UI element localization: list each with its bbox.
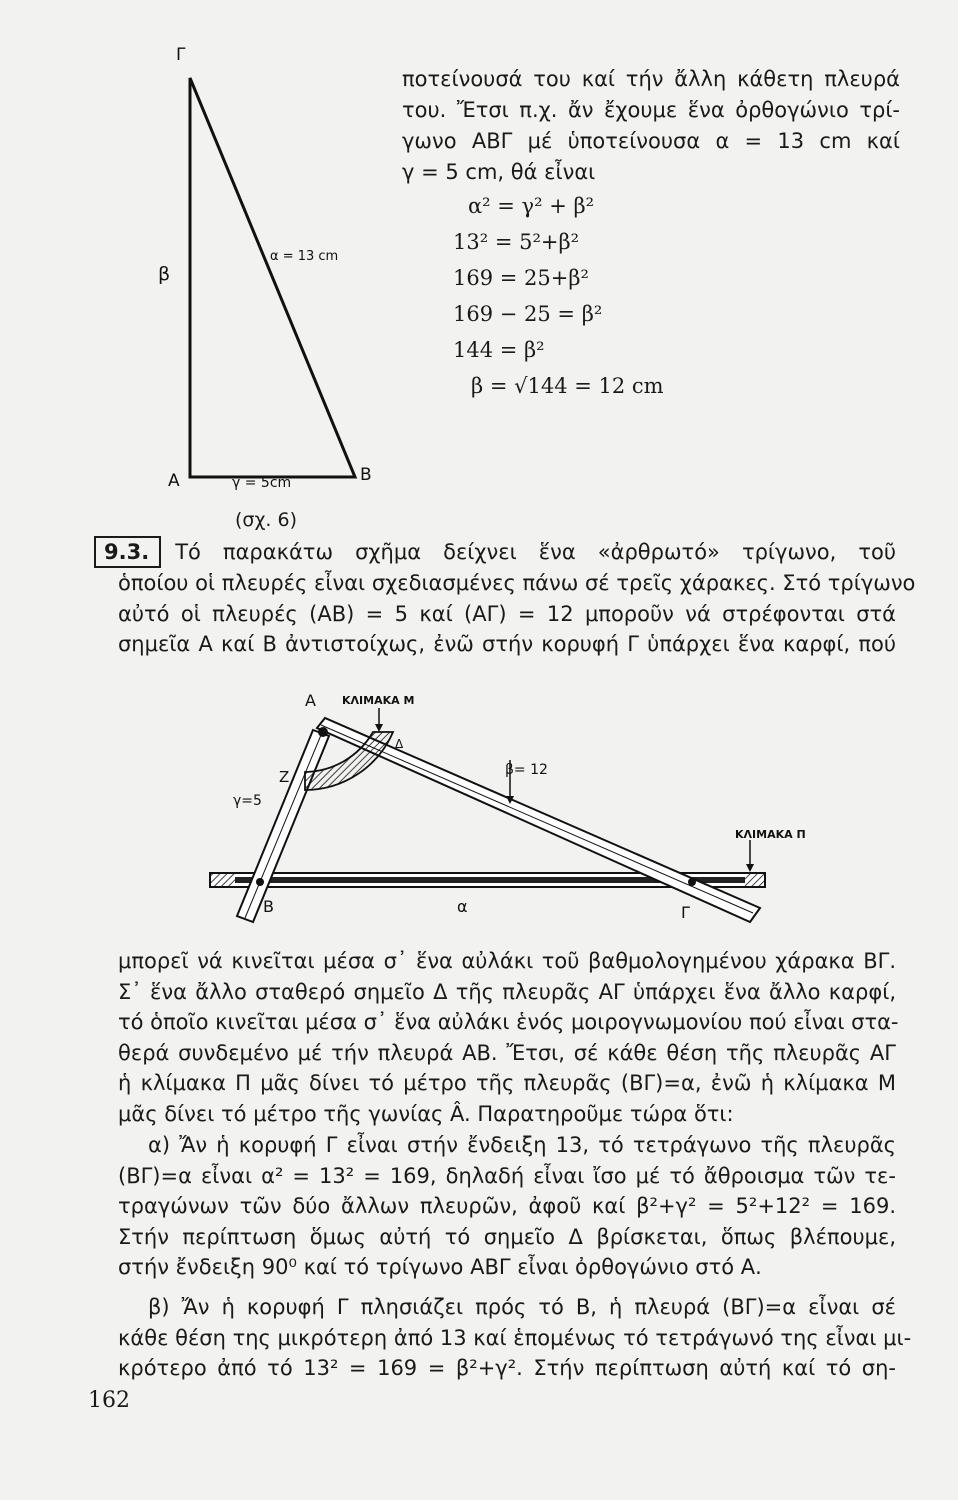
- intro-line: του. Ἔτσι π.χ. ἄν ἔχουμε ἕνα ὀρθογώνιο τρί-: [402, 98, 900, 122]
- figure-caption: (σχ. 6): [235, 509, 298, 531]
- body-line: τραγώνων τῶν δύο ἄλλων πλευρῶν, ἀφοῦ καί β²+γ² = 5²+12² = 169.: [118, 1194, 896, 1218]
- section-line: αὐτό οἱ πλευρές (ΑΒ) = 5 καί (ΑΓ) = 12 μποροῦν νά στρέφονται στά: [118, 601, 896, 626]
- equation: β = √144 = 12 cm: [471, 374, 664, 398]
- body-line: θερά συνδεμένο μέ τήν πλευρά ΑΒ. Ἔτσι, σέ κάθε θέση τῆς πλευρᾶς ΑΓ: [118, 1040, 896, 1065]
- side-beta-label: β: [158, 263, 171, 285]
- body-line: α) Ἄν ἡ κορυφή Γ εἶναι στήν ἔνδειξη 13, τό τετράγωνο τῆς πλευρᾶς: [148, 1133, 896, 1157]
- explanation-paragraph: [118, 946, 899, 1129]
- body-line: στήν ἔνδειξη 90⁰ καί τό τρίγωνο ΑΒΓ εἶναι ὀρθογώνιο στό Α.: [118, 1255, 762, 1279]
- label-beta: β= 12: [505, 762, 548, 778]
- triangle-shape: [190, 78, 355, 477]
- intro-line: γωνο ΑΒΓ μέ ὑποτείνουσα α = 13 cm καί: [402, 129, 900, 153]
- label-a-vertex: Α: [305, 691, 316, 710]
- body-line: β) Ἄν ἡ κορυφή Γ πλησιάζει πρός τό Β, ἡ πλευρά (ΒΓ)=α εἶναι σέ: [148, 1295, 896, 1319]
- vertex-gamma-label: Γ: [176, 45, 186, 65]
- label-gamma: γ=5: [233, 793, 262, 809]
- equation: 169 = 25+β²: [453, 266, 589, 290]
- vertex-b-label: Β: [360, 465, 372, 485]
- equation-block: [453, 194, 753, 414]
- equation: 169 − 25 = β²: [453, 302, 603, 326]
- equation: 13² = 5²+β²: [453, 230, 580, 254]
- body-line: τό ὁποῖο κινεῖται μέσα σ᾽ ἕνα αὐλάκι ἑνός μοιρογνωμονίου πού εἶναι στα-: [118, 1010, 899, 1034]
- body-line: Στήν περίπτωση ὅμως αὐτή τό σημεῖο Δ βρίσκεται, ὅπως βλέπουμε,: [118, 1224, 896, 1249]
- body-line: κρότερο ἀπό τό 13² = 169 = β²+γ². Στήν περίπτωση αὐτή καί τό ση-: [118, 1356, 896, 1380]
- body-line: μᾶς δίνει τό μέτρο τῆς γωνίας Â. Παρατηροῦμε τώρα ὅτι:: [118, 1101, 734, 1126]
- item-b-paragraph: [118, 1292, 912, 1384]
- section-number: 9.3.: [94, 536, 161, 568]
- articulated-triangle-figure: [205, 690, 806, 930]
- body-line: κάθε θέση της μικρότερη ἀπό 13 καί ἑπομένως τό τετράγωνό της εἶναι μι-: [118, 1325, 912, 1350]
- equation: 144 = β²: [453, 338, 545, 362]
- intro-line: γ = 5 cm, θά εἶναι: [402, 160, 596, 184]
- section-line: ὁποίου οἱ πλευρές εἶναι σχεδιασμένες πάνω σέ τρεῖς χάρακες. Στό τρίγωνο: [118, 571, 916, 595]
- label-side-a: α: [457, 897, 468, 916]
- body-line: Σ᾽ ἕνα ἄλλο σταθερό σημεῖο Δ τῆς πλευρᾶς ΑΓ ὑπάρχει ἕνα ἄλλο καρφί,: [118, 979, 896, 1004]
- label-z: Ζ: [279, 768, 290, 786]
- label-g-vertex: Γ: [681, 903, 690, 922]
- base-label: γ = 5cm: [232, 475, 292, 491]
- body-line: μπορεῖ νά κινεῖται μέσα σ᾽ ἕνα αὐλάκι τοῦ βαθμολογημένου χάρακα ΒΓ.: [118, 949, 896, 973]
- section-line: σημεῖα Α καί Β ἀντιστοίχως, ἐνῶ στήν κορυφή Γ ὑπάρχει ἕνα καρφί, πού: [118, 632, 896, 656]
- label-scale-p: ΚΛΙΜΑΚΑ Π: [735, 828, 806, 841]
- body-line: (ΒΓ)=α εἶναι α² = 13² = 169, δηλαδή εἶναι ἴσο μέ τό ἄθροισμα τῶν τε-: [118, 1163, 896, 1188]
- hypotenuse-label: α = 13 cm: [270, 249, 339, 264]
- page-number: 162: [88, 1388, 130, 1413]
- vertex-a-label: Α: [168, 471, 180, 491]
- section-line: 9.3. Τό παρακάτω σχῆμα δείχνει ἕνα «ἀρθρωτό» τρίγωνο, τοῦ: [118, 536, 896, 568]
- right-triangle-figure: [150, 40, 390, 510]
- body-line: ἡ κλίμακα Π μᾶς δίνει τό μέτρο τῆς πλευρᾶς (ΒΓ)=α, ἐνῶ ἡ κλίμακα Μ: [118, 1071, 896, 1095]
- label-b-vertex: Β: [263, 897, 274, 916]
- intro-line: ποτείνουσά του καί τήν ἄλλη κάθετη πλευρά: [402, 67, 900, 91]
- item-a-paragraph: [118, 1130, 896, 1283]
- equation: α² = γ² + β²: [468, 194, 595, 218]
- label-d: Δ: [395, 737, 404, 751]
- section-paragraph: [104, 536, 916, 660]
- intro-paragraph: [402, 64, 900, 188]
- label-scale-m: ΚΛΙΜΑΚΑ Μ: [342, 694, 415, 707]
